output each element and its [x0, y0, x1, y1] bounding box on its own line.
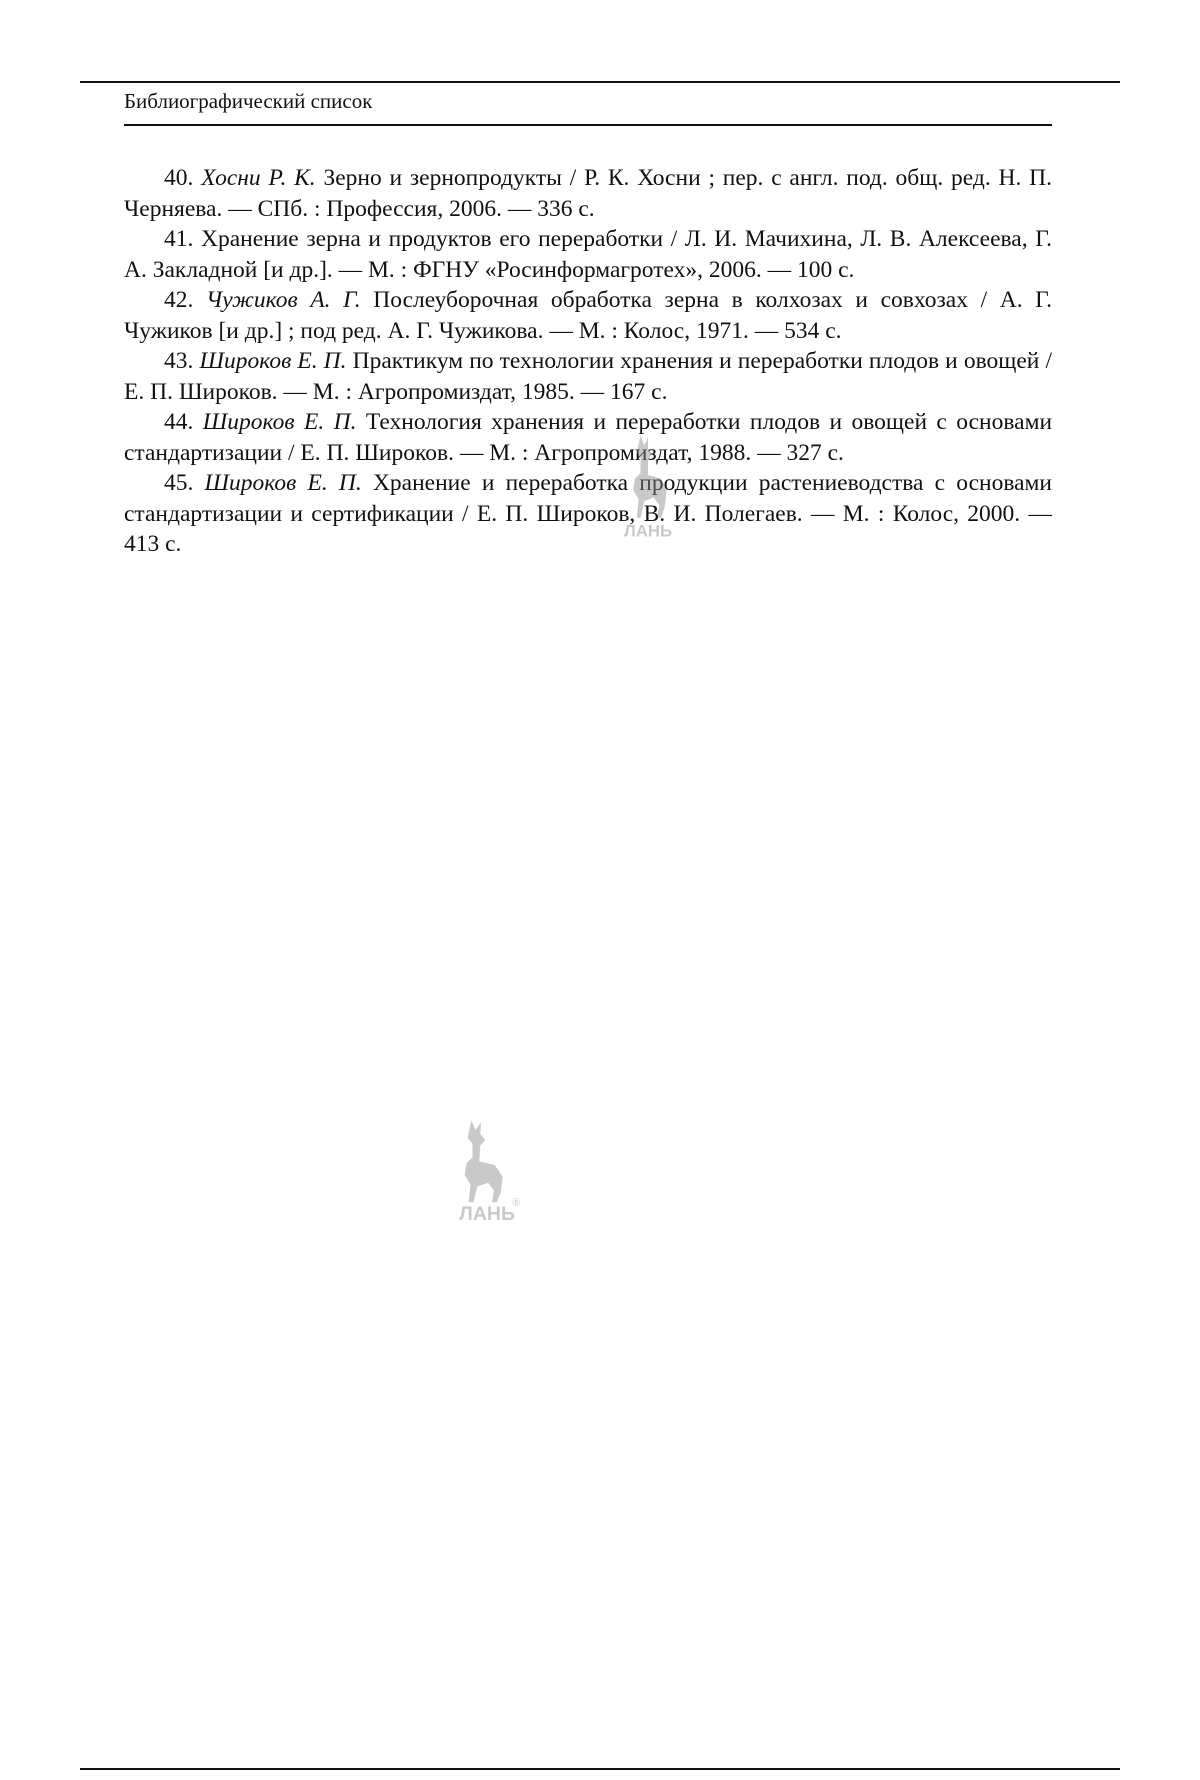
- reference-item: [124, 224, 1052, 285]
- reference-item: [124, 468, 1052, 560]
- reference-number: 44.: [164, 409, 194, 435]
- reference-text: Хранение зерна и продуктов его переработки / Л. И. Мачихина, Л. В. Алексеева, Г. А. Закладной [и др.]. — М. : ФГНУ «Росинформагротех», 2006. — 100 с.: [124, 226, 1053, 283]
- reference-author: Широков Е. П.: [202, 409, 357, 435]
- reference-text: Технология хранения и переработки плодов и овощей с основами стандартизации / Е. П. Широков. — М. : Агропромиздат, 1988. — 327 с.: [124, 409, 1053, 466]
- bottom-rule: [80, 1768, 1120, 1770]
- reference-number: 45.: [164, 470, 194, 496]
- publisher-watermark-small: [620, 432, 676, 544]
- header-rule: [124, 124, 1052, 126]
- bibliography-list: [124, 163, 1052, 560]
- reference-item: [124, 285, 1052, 346]
- reference-text: Послеуборочная обработка зерна в колхозах и совхозах / А. Г. Чужиков [и др.] ; под ред. А. Г. Чужикова. — М. : Колос, 1971. — 534 с.: [124, 287, 1052, 344]
- publisher-watermark-large: [452, 1118, 530, 1226]
- reference-text: Зерно и зернопродукты / Р. К. Хосни ; пер. с англ. под. общ. ред. Н. П. Черняева. — СПб. : Профессия, 2006. — 336 с.: [124, 165, 1053, 222]
- reference-author: Чужиков А. Г.: [206, 287, 361, 313]
- deer-logo-icon: [465, 1120, 503, 1202]
- running-head: Библиографический список: [124, 89, 373, 113]
- registered-mark: ®: [512, 1197, 521, 1210]
- deer-logo-icon: [633, 436, 667, 518]
- reference-number: 43.: [164, 348, 194, 374]
- reference-item: [124, 346, 1052, 407]
- top-rule: [80, 81, 1120, 83]
- reference-item: [124, 163, 1052, 224]
- reference-number: 42.: [164, 287, 194, 313]
- reference-author: Широков Е. П.: [204, 470, 362, 496]
- watermark-text: ЛАНЬ: [459, 1202, 516, 1225]
- reference-item: [124, 407, 1052, 468]
- reference-author: Широков Е. П.: [199, 348, 347, 374]
- reference-text: Хранение и переработка продукции растениеводства с основами стандартизации и сертификации / Е. П. Широков, В. И. Полегаев. — М. : Колос, 2000. — 413 с.: [124, 470, 1052, 557]
- watermark-text: ЛАНЬ: [623, 521, 673, 541]
- reference-text: Практикум по технологии хранения и переработки плодов и овощей / Е. П. Широков. — М. : Агропромиздат, 1985. — 167 с.: [124, 348, 1053, 405]
- reference-number: 41.: [164, 226, 194, 252]
- reference-author: Хосни Р. К.: [201, 165, 316, 191]
- reference-number: 40.: [164, 165, 194, 191]
